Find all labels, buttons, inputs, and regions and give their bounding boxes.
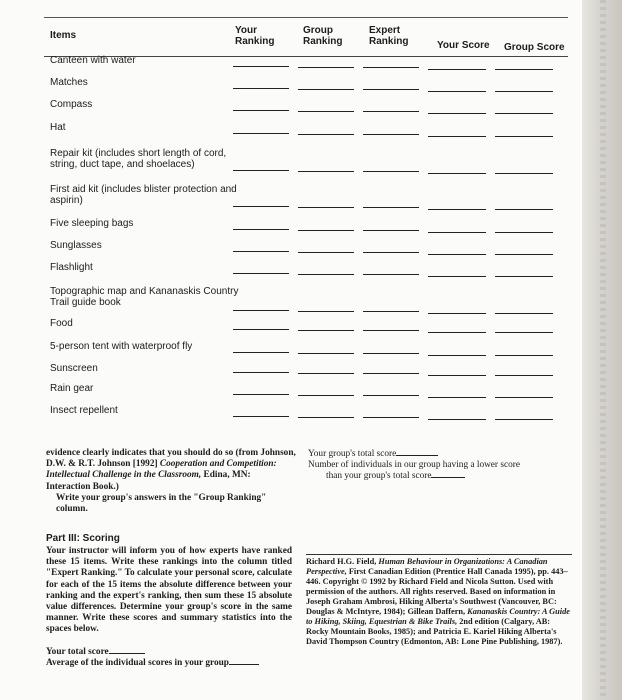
group-score-blank[interactable] [495, 232, 553, 233]
expert-ranking-blank[interactable] [363, 230, 419, 231]
your-ranking-blank[interactable] [233, 206, 289, 207]
your-total-blank[interactable] [109, 652, 145, 654]
part3-scores [46, 647, 292, 669]
expert-ranking-blank[interactable] [363, 417, 419, 418]
group-ranking-blank[interactable] [298, 330, 354, 331]
reference-note [306, 554, 572, 647]
your-score-blank[interactable] [428, 91, 486, 92]
group-total-label: Your group's total score [308, 449, 397, 459]
group-ranking-blank[interactable] [298, 67, 354, 68]
group-score-blank[interactable] [495, 136, 553, 137]
average-label: Average of the individual scores in your group [46, 658, 229, 669]
item-sunscreen: Sunscreen [50, 363, 98, 374]
expert-ranking-blank[interactable] [363, 311, 419, 312]
group-ranking-blank[interactable] [298, 274, 354, 275]
your-ranking-blank[interactable] [233, 416, 289, 417]
your-ranking-blank[interactable] [233, 251, 289, 252]
expert-ranking-blank[interactable] [363, 373, 419, 374]
expert-ranking-blank[interactable] [363, 252, 419, 253]
group-score-blank[interactable] [495, 419, 553, 420]
group-ranking-blank[interactable] [298, 89, 354, 90]
your-score-blank[interactable] [428, 276, 486, 277]
reference-d: Kananaskis Country: A Guide to Hiking, Skiing, Equestrian & Bike Trails, [306, 607, 570, 626]
your-ranking-blank[interactable] [233, 170, 289, 171]
group-ranking-blank[interactable] [298, 134, 354, 135]
group-score-blank[interactable] [495, 113, 553, 114]
header-your-score: Your Score [437, 40, 490, 51]
item-first-aid-kit: First aid kit (includes blister protection and aspirin) [50, 184, 237, 206]
item-repair-kit: Repair kit (includes short length of cord, string, duct tape, and shoelaces) [50, 148, 227, 170]
your-total-label: Your total score [46, 647, 109, 657]
your-score-blank[interactable] [428, 69, 486, 70]
group-ranking-blank[interactable] [298, 417, 354, 418]
header-expert-ranking: Expert Ranking [369, 25, 409, 47]
citation-text-c: Edina, MN: Interaction Book.) [46, 470, 251, 492]
item-topographic-map: Topographic map and Kananaskis Country Trail guide book [50, 286, 239, 308]
group-score-summary [308, 449, 570, 483]
expert-ranking-blank[interactable] [363, 89, 419, 90]
header-group-ranking: Group Ranking [303, 25, 343, 47]
expert-ranking-blank[interactable] [363, 395, 419, 396]
your-ranking-blank[interactable] [233, 329, 289, 330]
your-ranking-blank[interactable] [233, 133, 289, 134]
your-ranking-blank[interactable] [233, 310, 289, 311]
your-score-blank[interactable] [428, 419, 486, 420]
item-sunglasses: Sunglasses [50, 240, 102, 251]
part3-title: Part III: Scoring [46, 533, 120, 544]
header-group-score: Group Score [504, 42, 565, 53]
expert-ranking-blank[interactable] [363, 207, 419, 208]
expert-ranking-blank[interactable] [363, 134, 419, 135]
expert-ranking-blank[interactable] [363, 111, 419, 112]
item-tent: 5-person tent with waterproof fly [50, 341, 193, 352]
expert-ranking-blank[interactable] [363, 67, 419, 68]
average-blank[interactable] [229, 663, 259, 665]
lower-score-blank[interactable] [431, 476, 465, 478]
your-score-blank[interactable] [428, 355, 486, 356]
header-your-ranking: Your Ranking [235, 25, 275, 47]
group-score-blank[interactable] [495, 332, 553, 333]
group-score-blank[interactable] [495, 397, 553, 398]
your-score-blank[interactable] [428, 113, 486, 114]
item-sleeping-bags: Five sleeping bags [50, 218, 134, 229]
lower-score-label-1: Number of individuals in our group having a lower score [308, 460, 520, 471]
item-flashlight: Flashlight [50, 262, 93, 273]
instruction-text: Write your group's answers in the "Group Ranking" column. [56, 492, 267, 515]
item-canteen: Canteen with water [50, 55, 136, 66]
your-ranking-blank[interactable] [233, 273, 289, 274]
group-score-blank[interactable] [495, 254, 553, 255]
group-score-blank[interactable] [495, 91, 553, 92]
your-score-blank[interactable] [428, 173, 486, 174]
your-ranking-blank[interactable] [233, 110, 289, 111]
your-ranking-blank[interactable] [233, 372, 289, 373]
reference-a: Richard H.G. Field, [306, 557, 379, 566]
group-ranking-blank[interactable] [298, 252, 354, 253]
reference-c: First Canadian Edition (Prentice Hall Canada 1995), pp. 443–446. Copyright © 1992 by Richard Field and Nicola Sutton. Used with permission of the authors. All rights reserved. Based on information in Joseph Graham Ambrosi, Hiking Alberta's Southwest (Vancouver, BC: Douglas & McIntyre, 1984); Gillean Daffern, [306, 567, 568, 616]
your-score-blank[interactable] [428, 397, 486, 398]
expert-ranking-blank[interactable] [363, 330, 419, 331]
expert-ranking-blank[interactable] [363, 353, 419, 354]
group-score-blank[interactable] [495, 173, 553, 174]
book-spine-edge [582, 0, 622, 700]
group-ranking-blank[interactable] [298, 353, 354, 354]
group-score-blank[interactable] [495, 276, 553, 277]
header-items: Items [50, 30, 77, 41]
your-score-blank[interactable] [428, 313, 486, 314]
your-ranking-blank[interactable] [233, 66, 289, 67]
item-food: Food [50, 318, 73, 329]
your-ranking-blank[interactable] [233, 352, 289, 353]
expert-ranking-blank[interactable] [363, 274, 419, 275]
item-hat: Hat [50, 122, 66, 133]
your-ranking-blank[interactable] [233, 229, 289, 230]
item-matches: Matches [50, 77, 88, 88]
part3-body: Your instructor will inform you of how experts have ranked these 15 items. Write these rankings into the column titled "Expert Ranking." To calculate your personal score, calculate for each of the 15 items the absolute difference between your ranking and the expert's ranking, then sum these 15 absolute value differences. Determine your group's score in the same manner. Write these scores and summary statistics into the spaces below. [46, 546, 292, 635]
group-ranking-blank[interactable] [298, 373, 354, 374]
item-insect-repellent: Insect repellent [50, 405, 118, 416]
group-ranking-blank[interactable] [298, 230, 354, 231]
lower-score-label-2: than your group's total score [326, 471, 432, 482]
expert-ranking-blank[interactable] [363, 171, 419, 172]
group-ranking-blank[interactable] [298, 111, 354, 112]
group-score-blank[interactable] [495, 69, 553, 70]
citation-text-a: evidence clearly indicates that you should do so (from Johnson, D.W. & R.T. Johnson [1992] [46, 448, 296, 470]
group-score-blank[interactable] [495, 209, 553, 210]
group-ranking-blank[interactable] [298, 171, 354, 172]
reference-e: 2nd edition (Calgary, AB: Rocky Mountain Books, 1985); and Patricia E. Kariel Hiking Alberta's David Thompson Country (Edmonton, AB: Lone Pine Publishing, 1987). [306, 617, 563, 646]
your-score-blank[interactable] [428, 332, 486, 333]
your-score-blank[interactable] [428, 254, 486, 255]
citation-paragraph [46, 448, 296, 515]
your-score-blank[interactable] [428, 232, 486, 233]
item-rain-gear: Rain gear [50, 383, 94, 394]
your-score-blank[interactable] [428, 375, 486, 376]
top-rule [44, 17, 568, 18]
your-score-blank[interactable] [428, 209, 486, 210]
citation-text-b: Cooperation and Competition: Intellectual Challenge in the Classroom, [46, 459, 277, 481]
group-score-blank[interactable] [495, 375, 553, 376]
your-ranking-blank[interactable] [233, 88, 289, 89]
item-compass: Compass [50, 99, 93, 110]
group-score-blank[interactable] [495, 313, 553, 314]
group-total-blank[interactable] [396, 454, 438, 456]
group-score-blank[interactable] [495, 355, 553, 356]
group-ranking-blank[interactable] [298, 207, 354, 208]
group-ranking-blank[interactable] [298, 395, 354, 396]
your-score-blank[interactable] [428, 136, 486, 137]
your-ranking-blank[interactable] [233, 394, 289, 395]
reference-b: Human Behaviour in Organizations: A Canadian Perspective, [306, 557, 548, 576]
group-ranking-blank[interactable] [298, 311, 354, 312]
